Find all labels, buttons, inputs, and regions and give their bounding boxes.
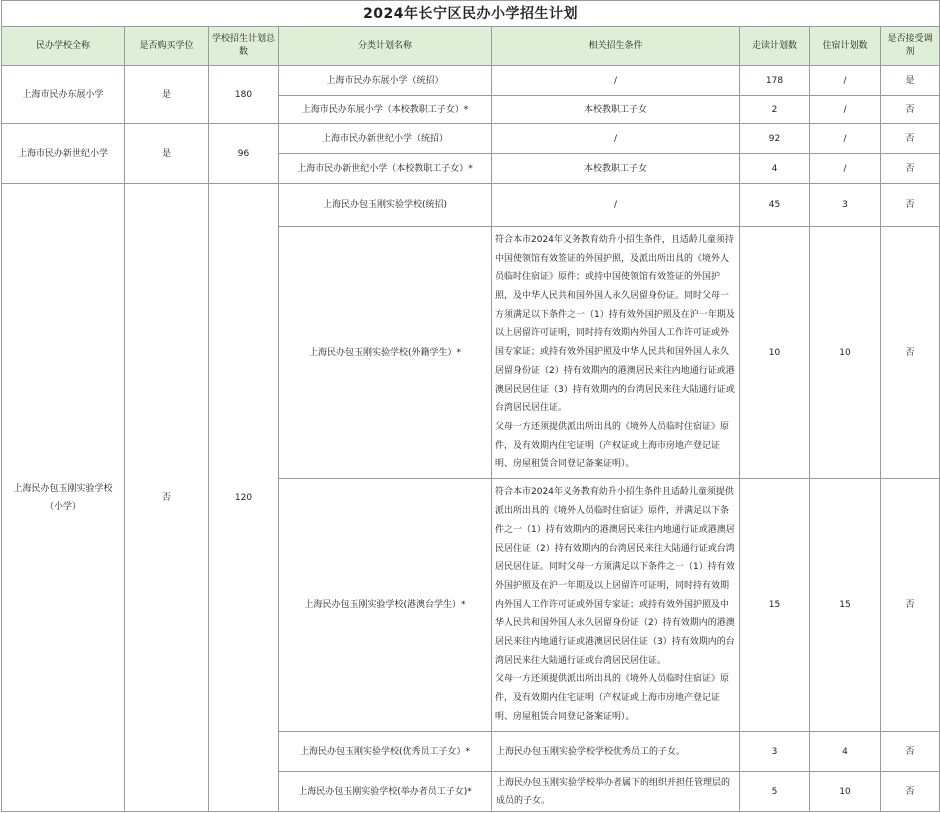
- plan-condition: 上海民办包玉刚实验学校学校优秀员工的子女。: [492, 732, 740, 772]
- col-header-buy-seat: 是否购买学位: [125, 27, 209, 66]
- boarding-plan-value: /: [810, 124, 881, 154]
- buy-seat-value: 否: [125, 184, 209, 812]
- accept-adjust-value: 否: [881, 772, 940, 812]
- col-header-accept-adjust: 是否接受调剂: [881, 27, 940, 66]
- condition-paragraph: 符合本市2024年义务教育幼升小招生条件且适龄儿童须提供派出所出具的《境外人员临时住宿证》原件，并满足以下条件之一（1）持有效期内的港澳居民来往内地通行证或港澳居民居住证（2）持有效期内的台湾居民来往大陆通行证或台湾居民居住证。同时父母一方须满足以下条件之一（1）持有效外国护照及在沪一年期及以上居留许可证明，同时持有效期内外国人工作许可证或外国专家证；或持有效外国护照及中华人民共和国外国人永久居留身份证（2）持有效期内的港澳居民来往内地通行证或港澳居民居住证（3）持有效期内的台湾居民来往大陆通行证或台湾居民居住证。: [495, 487, 735, 666]
- boarding-plan-value: 15: [810, 479, 881, 732]
- enrollment-table: [1, 0, 940, 812]
- day-plan-value: 5: [740, 772, 810, 812]
- col-header-day-plan: 走读计划数: [740, 27, 810, 66]
- condition-paragraph: 父母一方还须提供派出所出具的《境外人员临时住宿证》原件，及有效期内住宅证明（产权证或上海市房地产登记证明、房屋租赁合同登记备案证明）。: [495, 674, 730, 722]
- col-header-boarding-plan: 住宿计划数: [810, 27, 881, 66]
- boarding-plan-value: /: [810, 154, 881, 184]
- plan-condition: [492, 227, 740, 479]
- col-header-school-name: 民办学校全称: [2, 27, 125, 66]
- day-plan-value: 4: [740, 154, 810, 184]
- col-header-conditions: 相关招生条件: [492, 27, 740, 66]
- header-row: [2, 27, 940, 66]
- accept-adjust-value: 否: [881, 184, 940, 227]
- day-plan-value: 15: [740, 479, 810, 732]
- accept-adjust-value: 否: [881, 154, 940, 184]
- day-plan-value: 10: [740, 227, 810, 479]
- plan-name: 上海市民办新世纪小学（本校教职工子女）*: [279, 154, 492, 184]
- condition-paragraph: 父母一方还须提供派出所出具的《境外人员临时住宿证》原件，及有效期内住宅证明（产权证或上海市房地产登记证明、房屋租赁合同登记备案证明）。: [495, 421, 730, 470]
- boarding-plan-value: /: [810, 96, 881, 124]
- accept-adjust-value: 否: [881, 479, 940, 732]
- buy-seat-value: 是: [125, 124, 209, 184]
- boarding-plan-value: 10: [810, 227, 881, 479]
- day-plan-value: 178: [740, 66, 810, 96]
- plan-condition: 本校教职工子女: [492, 96, 740, 124]
- accept-adjust-value: 否: [881, 732, 940, 772]
- day-plan-value: 45: [740, 184, 810, 227]
- plan-condition: /: [492, 66, 740, 96]
- plan-name: 上海市民办东展小学（统招）: [279, 66, 492, 96]
- plan-condition: /: [492, 184, 740, 227]
- school-name: 上海市民办新世纪小学: [2, 124, 125, 184]
- table-title: 2024年长宁区民办小学招生计划: [2, 1, 940, 27]
- table-row: [2, 124, 940, 154]
- total-plan-value: 120: [209, 184, 279, 812]
- accept-adjust-value: 是: [881, 66, 940, 96]
- day-plan-value: 92: [740, 124, 810, 154]
- day-plan-value: 3: [740, 732, 810, 772]
- accept-adjust-value: 否: [881, 96, 940, 124]
- plan-condition: /: [492, 124, 740, 154]
- condition-paragraph: 符合本市2024年义务教育幼升小招生条件，且适龄儿童须持中国使领馆有效签证的外国护照，及派出所出具的《境外人员临时住宿证》原件；或持中国使领馆有效签证的外国护照，及中华人民共和国外国人永久居留身份证。同时父母一方须满足以下条件之一（1）持有效外国护照及在沪一年期及以上居留许可证明，同时持有效期内外国人工作许可证或外国专家证；或持有效外国护照及中华人民共和国外国人永久居留身份证（2）持有效期内的港澳居民来往内地通行证或港澳居民居住证（3）持有效期内的台湾居民来往大陆通行证或台湾居民居住证。: [495, 234, 735, 414]
- total-plan-value: 96: [209, 124, 279, 184]
- plan-name: 上海民办包玉刚实验学校(优秀员工子女）*: [279, 732, 492, 772]
- plan-name: 上海市民办东展小学（本校教职工子女）*: [279, 96, 492, 124]
- day-plan-value: 2: [740, 96, 810, 124]
- school-name: 上海市民办东展小学: [2, 66, 125, 124]
- plan-name: 上海民办包玉刚实验学校(港澳台学生）*: [279, 479, 492, 732]
- table-row: [2, 66, 940, 96]
- school-name: 上海民办包玉刚实验学校（小学）: [2, 184, 125, 812]
- boarding-plan-value: 4: [810, 732, 881, 772]
- boarding-plan-value: 3: [810, 184, 881, 227]
- col-header-plan-name: 分类计划名称: [279, 27, 492, 66]
- plan-condition: 上海民办包玉刚实验学校举办者属下的组织并担任管理层的成员的子女。: [492, 772, 740, 812]
- plan-condition: [492, 479, 740, 732]
- boarding-plan-value: 10: [810, 772, 881, 812]
- plan-condition: 本校教职工子女: [492, 154, 740, 184]
- accept-adjust-value: 否: [881, 227, 940, 479]
- plan-name: 上海民办包玉刚实验学校(统招): [279, 184, 492, 227]
- plan-name: 上海市民办新世纪小学（统招）: [279, 124, 492, 154]
- buy-seat-value: 是: [125, 66, 209, 124]
- boarding-plan-value: /: [810, 66, 881, 96]
- col-header-total: 学校招生计划总数: [209, 27, 279, 66]
- total-plan-value: 180: [209, 66, 279, 124]
- plan-name: 上海民办包玉刚实验学校(举办者员工子女)*: [279, 772, 492, 812]
- table-row: [2, 184, 940, 227]
- plan-name: 上海民办包玉刚实验学校(外籍学生）*: [279, 227, 492, 479]
- accept-adjust-value: 否: [881, 124, 940, 154]
